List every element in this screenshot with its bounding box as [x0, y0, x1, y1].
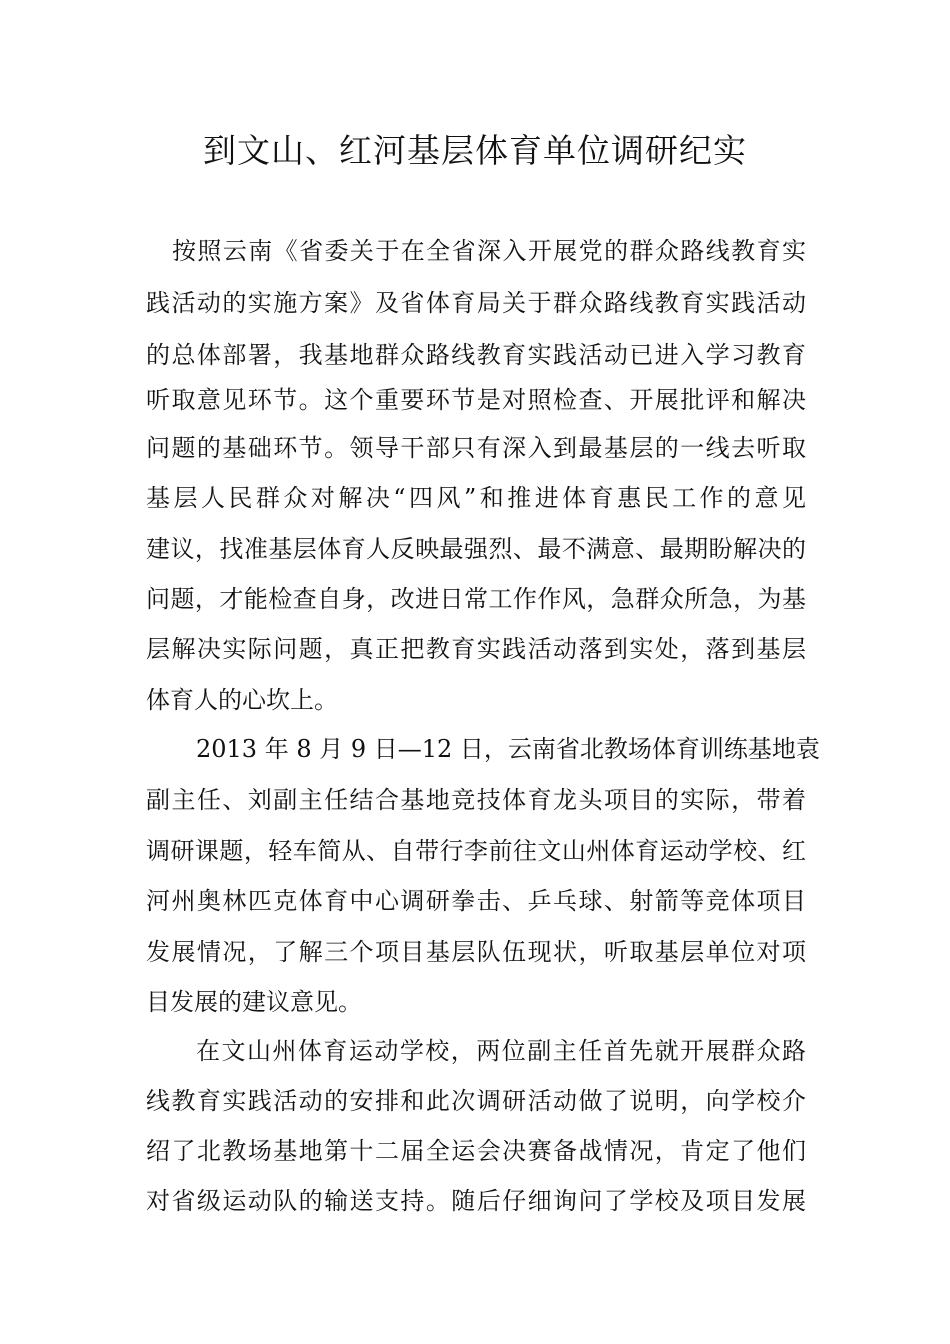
paragraph-3-line-2: 线教育实践活动的安排和此次调研活动做了说明，向学校介 — [146, 1087, 806, 1115]
paragraph-1-line-6: 基层人民群众对解决“四风”和推进体育惠民工作的意见 — [146, 484, 806, 512]
paragraph-1-line-4: 听取意见环节。这个重要环节是对照检查、开展批评和解决 — [146, 386, 806, 414]
paragraph-1-line-2: 践活动的实施方案》及省体育局关于群众路线教育实践活动 — [146, 289, 806, 317]
paragraph-2-line-6: 目发展的建议意见。 — [146, 988, 362, 1016]
paragraph-1-line-9: 层解决实际问题，真正把教育实践活动落到实处，落到基层 — [146, 635, 806, 663]
paragraph-1-line-8: 问题，才能检查自身，改进日常工作作风，急群众所急，为基 — [146, 585, 806, 613]
paragraph-1-line-7: 建议，找准基层体育人反映最强烈、最不满意、最期盼解决的 — [146, 535, 806, 563]
paragraph-2-line-5: 发展情况，了解三个项目基层队伍现状，听取基层单位对项 — [146, 938, 806, 966]
paragraph-1-line-1: 按照云南《省委关于在全省深入开展党的群众路线教育实 — [172, 237, 806, 265]
paragraph-2-line-4: 河州奥林匹克体育中心调研拳击、乒乓球、射箭等竞体项目 — [146, 887, 806, 915]
paragraph-3-line-4: 对省级运动队的输送支持。随后仔细询问了学校及项目发展 — [146, 1187, 806, 1215]
paragraph-1-line-3: 的总体部署，我基地群众路线教育实践活动已进入学习教育 — [146, 341, 806, 369]
paragraph-2-line-2: 副主任、刘副主任结合基地竞技体育龙头项目的实际，带着 — [146, 786, 806, 814]
paragraph-3-line-3: 绍了北教场基地第十二届全运会决赛备战情况，肯定了他们 — [146, 1137, 806, 1165]
paragraph-1-line-10: 体育人的心坎上。 — [146, 686, 338, 714]
paragraph-2-line-3: 调研课题，轻车简从、自带行李前往文山州体育运动学校、红 — [146, 837, 806, 865]
document-title: 到文山、红河基层体育单位调研纪实 — [203, 131, 747, 170]
paragraph-2-line-1: 2013 年 8 月 9 日—12 日，云南省北教场体育训练基地袁 — [196, 735, 820, 763]
paragraph-1-line-5: 问题的基础环节。领导干部只有深入到最基层的一线去听取 — [146, 434, 806, 462]
paragraph-3-line-1: 在文山州体育运动学校，两位副主任首先就开展群众路 — [196, 1037, 806, 1065]
